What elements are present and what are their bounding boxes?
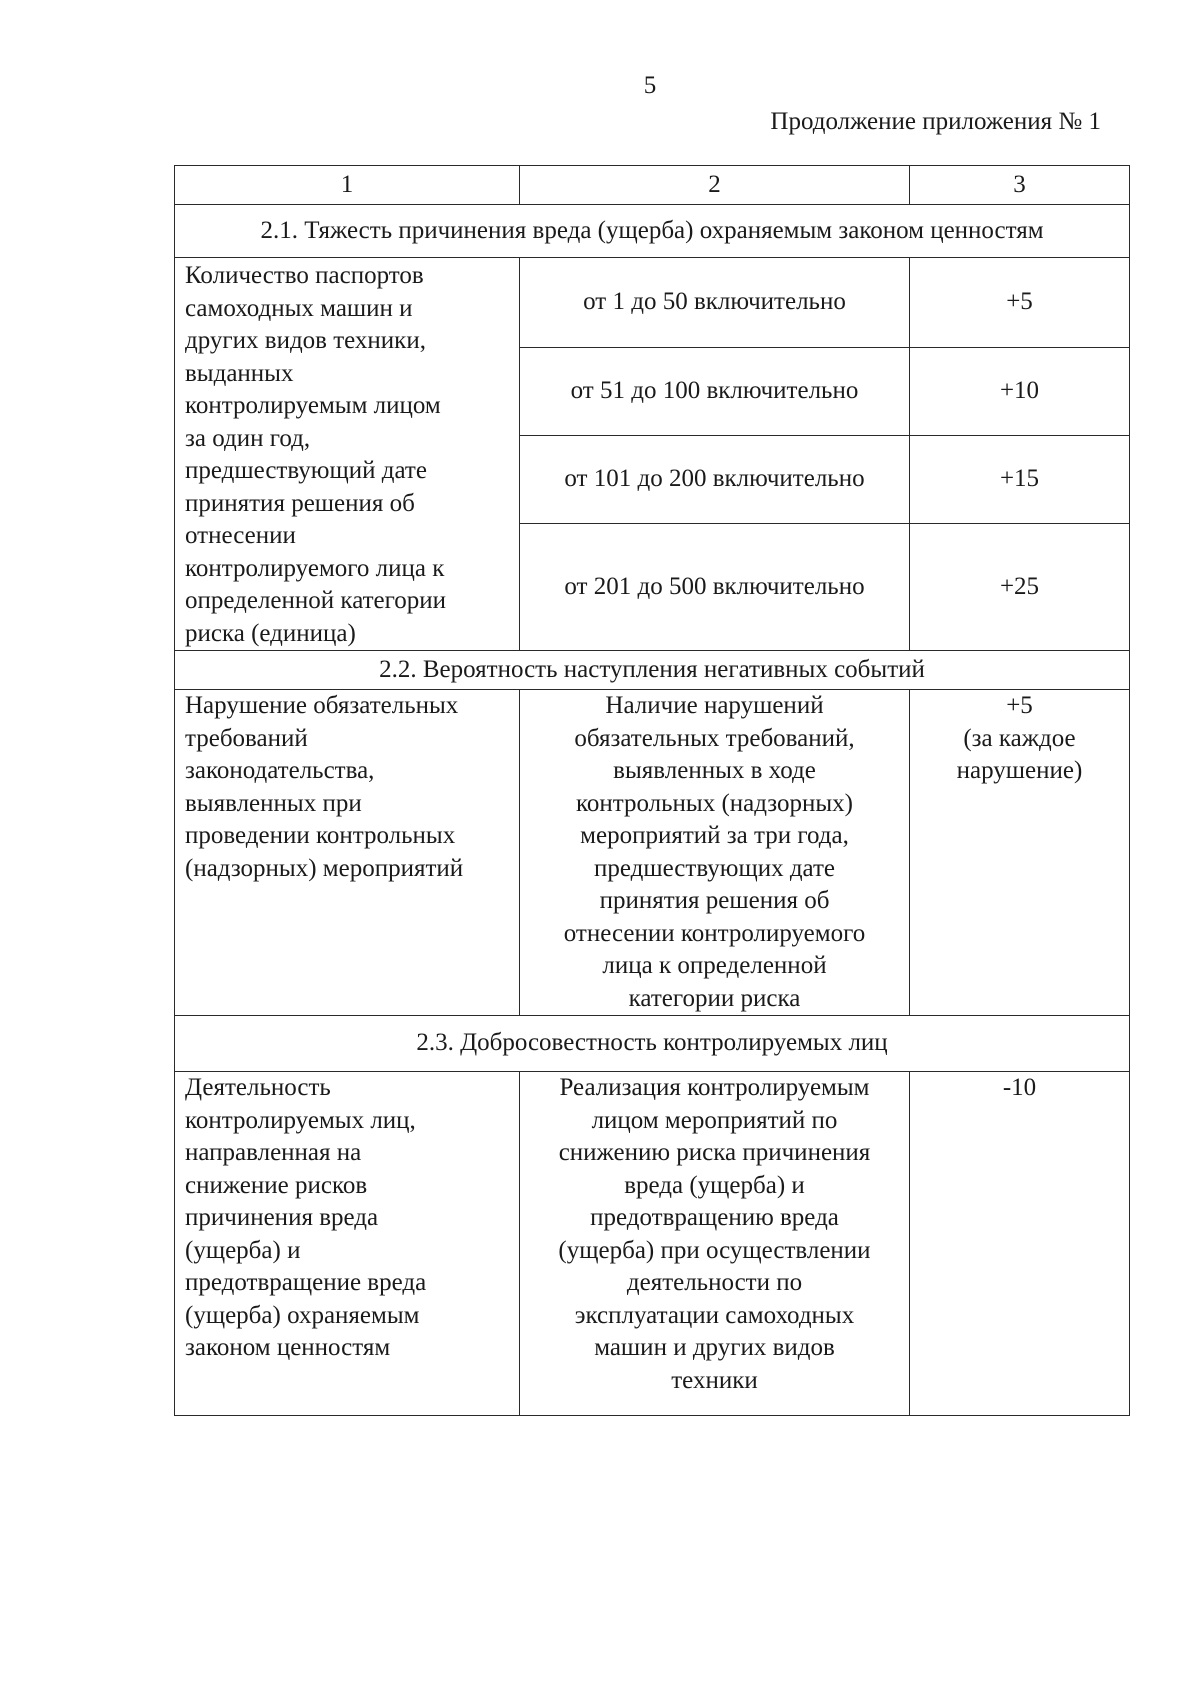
range-value: от 1 до 50 включительно xyxy=(520,258,910,348)
risk-criteria-table xyxy=(174,165,1130,1416)
points-value: +15 xyxy=(910,436,1130,524)
section-heading-row xyxy=(175,651,1130,690)
range-value: от 201 до 500 включительно xyxy=(520,524,910,651)
table-row xyxy=(175,1072,1130,1416)
section-heading-row xyxy=(175,1016,1130,1072)
range-value: от 51 до 100 включительно xyxy=(520,348,910,436)
criterion-violations: Наличие нарушений обязательных требований, выявленных в ходе контрольных (надзорных) мероприятий за три года, предшествующих дате принятия решения об отнесении контролируемого лица к определенной категории риска xyxy=(520,690,910,1016)
section-heading-row xyxy=(175,205,1130,258)
section-title-harm-severity: 2.1. Тяжесть причинения вреда (ущерба) охраняемым законом ценностям xyxy=(175,205,1130,258)
indicator-passport-count: Количество паспортов самоходных машин и других видов техники, выданных контролируемым лицом за один год, предшествующий дате принятия решения об отнесении контролируемого лица к определенной категории риска (единица) xyxy=(175,258,520,651)
appendix-continuation-label: Продолжение приложения № 1 xyxy=(770,108,1101,135)
table-header-row xyxy=(175,166,1130,205)
indicator-violations: Нарушение обязательных требований законодательства, выявленных при проведении контрольных (надзорных) мероприятий xyxy=(175,690,520,1016)
points-value: +25 xyxy=(910,524,1130,651)
criterion-risk-reduction: Реализация контролируемым лицом мероприятий по снижению риска причинения вреда (ущерба) и предотвращению вреда (ущерба) при осуществлении деятельности по эксплуатации самоходных машин и других видов техники xyxy=(520,1072,910,1416)
range-value: от 101 до 200 включительно xyxy=(520,436,910,524)
page-number: 5 xyxy=(643,72,657,99)
points-value: +5 xyxy=(910,258,1130,348)
column-number-2: 2 xyxy=(520,166,910,205)
section-title-good-faith: 2.3. Добросовестность контролируемых лиц xyxy=(175,1016,1130,1072)
column-number-1: 1 xyxy=(175,166,520,205)
indicator-risk-reduction: Деятельность контролируемых лиц, направленная на снижение рисков причинения вреда (ущерба) и предотвращение вреда (ущерба) охраняемым законом ценностям xyxy=(175,1072,520,1416)
points-value: +10 xyxy=(910,348,1130,436)
column-number-3: 3 xyxy=(910,166,1130,205)
table-row xyxy=(175,258,1130,348)
table-row xyxy=(175,690,1130,1016)
points-value: -10 xyxy=(910,1072,1130,1416)
points-value: +5 (за каждое нарушение) xyxy=(910,690,1130,1016)
section-title-negative-events: 2.2. Вероятность наступления негативных событий xyxy=(175,651,1130,690)
